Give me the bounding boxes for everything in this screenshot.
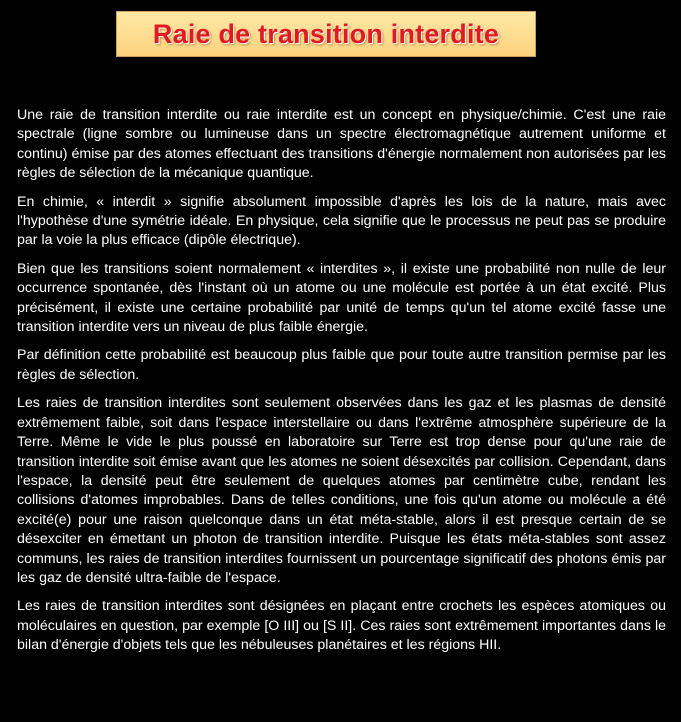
paragraph-6: Les raies de transition interdites sont désignées en plaçant entre crochets les espèces atomiques ou moléculaires en question, par exemple [O III] ou [S II]. Ces raies sont extrêmement importantes dans le bilan d'énergie d'objets tels que les nébuleuses planétaires et les régions HII. xyxy=(17,598,666,654)
paragraph-1: Une raie de transition interdite ou raie interdite est un concept en physique/chimie. C'est une raie spectrale (ligne sombre ou lumineuse dans un spectre électromagnétique autrement uniforme et continu) émise par des atomes effectuant des transitions d'énergie normalement non autorisées par les règles de sélection de la mécanique quantique. xyxy=(17,107,666,182)
paragraph-2: En chimie, « interdit » signifie absolument impossible d'après les lois de la nature, mais avec l'hypothèse d'une symétrie idéale. En physique, cela signifie que le processus ne peut pas se produire par la voie la plus efficace (dipôle électrique). xyxy=(17,193,666,249)
title-banner xyxy=(116,11,536,57)
paragraph-5: Les raies de transition interdites sont seulement observées dans les gaz et les plasmas de densité extrêmement faible, soit dans l'espace interstellaire ou dans l'extrême atmosphère supérieure de la Terre. Même le vide le plus poussé en laboratoire sur Terre est trop dense pour qu'une raie de transition interdite soit émise avant que les atomes ne soient désexcités par collision. Cependant, dans l'espace, la densité peut être seulement de quelques atomes par centimètre cube, rendant les collisions d'atomes improbables. Dans de telles conditions, une fois qu'un atome ou molécule a été excité(e) pour une raison quelconque dans un état méta-stable, alors il est presque certain de se désexciter en émettant un photon de transition interdite. Puisque les états méta-stables sont assez communs, les raies de transition interdites fournissent un pourcentage significatif des photons émis par les gaz de densité ultra-faible de l'espace. xyxy=(17,395,666,586)
paragraph-3: Bien que les transitions soient normalement « interdites », il existe une probabilité non nulle de leur occurrence spontanée, dès l'instant où un atome ou une molécule est portée à un état excité. Plus précisément, il existe une certaine probabilité par unité de temps qu'un tel atome excité fasse une transition interdite vers un niveau de plus faible énergie. xyxy=(17,260,666,336)
paragraph-4: Par définition cette probabilité est beaucoup plus faible que pour toute autre transition permise par les règles de sélection. xyxy=(17,347,666,383)
article-body xyxy=(17,106,666,665)
page-title: Raie de transition interdite xyxy=(152,18,500,49)
